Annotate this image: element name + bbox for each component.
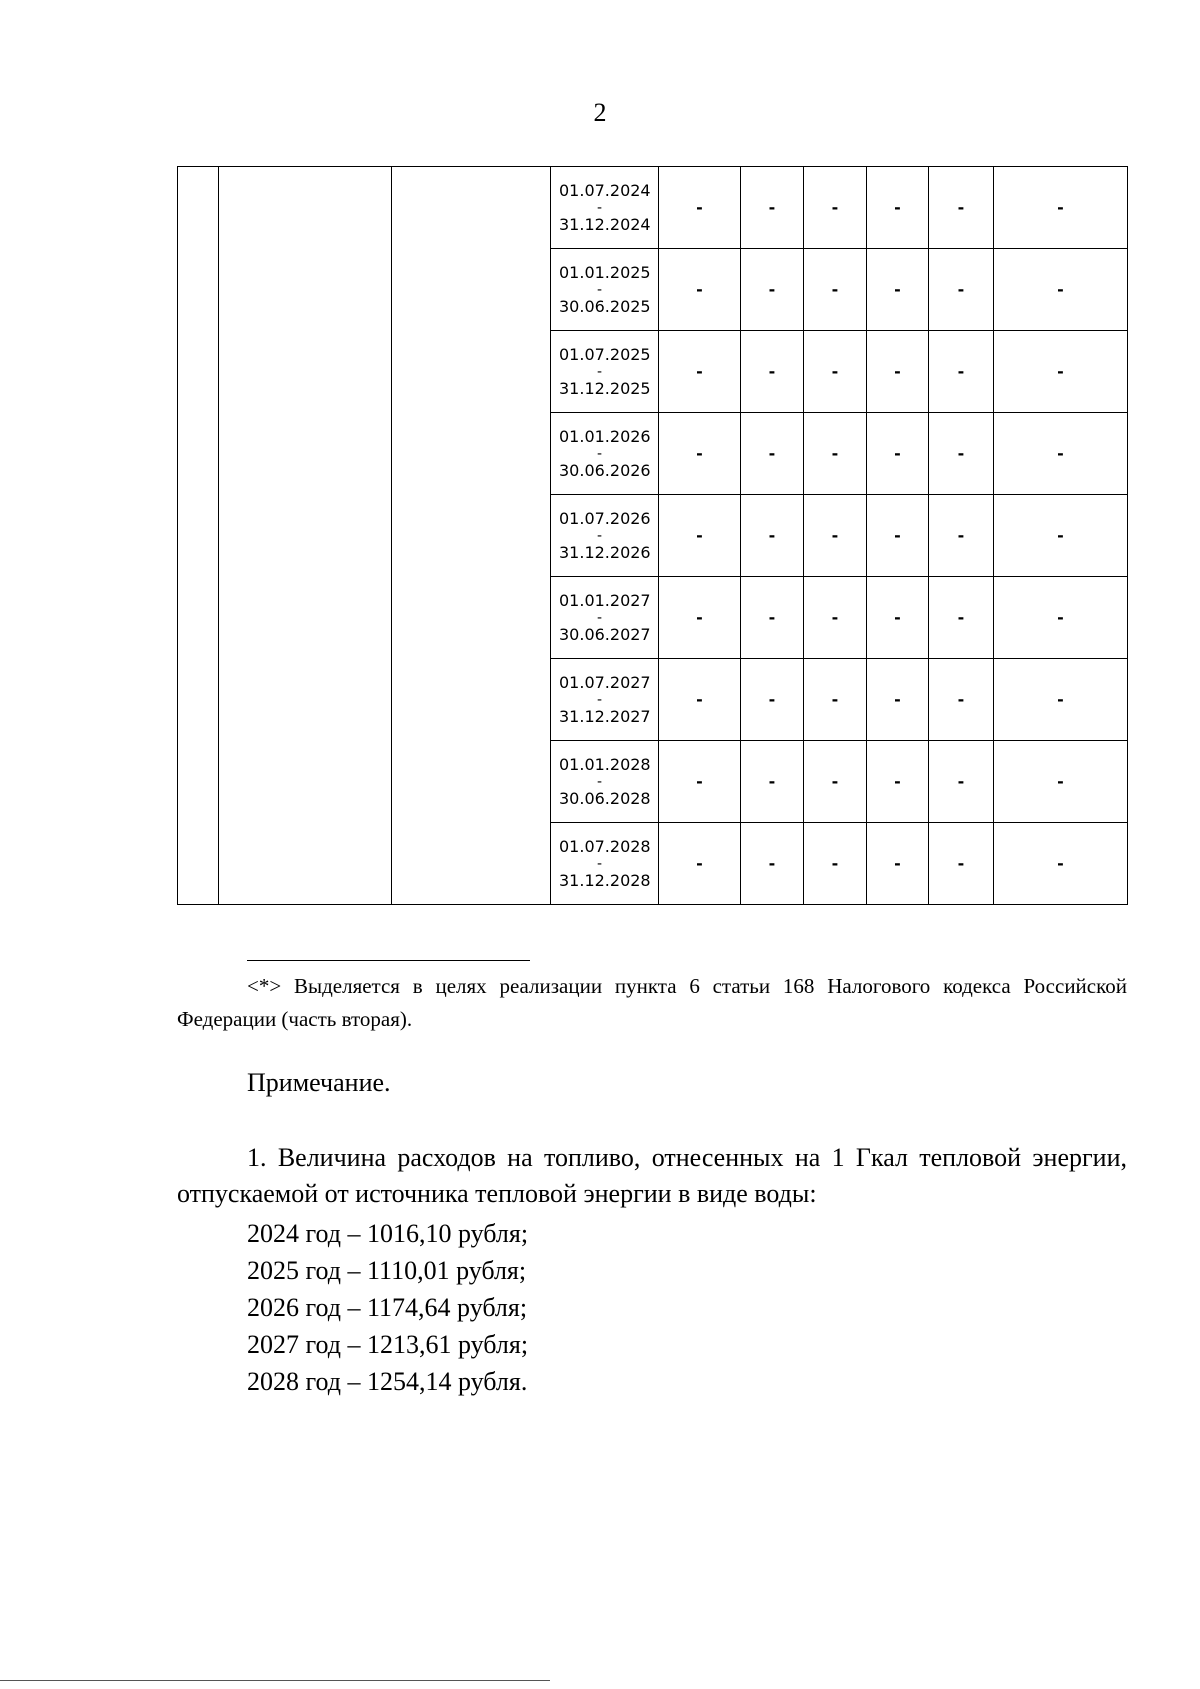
value-cell: - bbox=[929, 331, 994, 413]
value-cell: - bbox=[659, 249, 741, 331]
value-cell: - bbox=[741, 741, 804, 823]
value-cell: - bbox=[994, 413, 1128, 495]
value-cell: - bbox=[994, 577, 1128, 659]
value-cell: - bbox=[929, 167, 994, 249]
note-item-1: 1. Величина расходов на топливо, отнесенных на 1 Гкал тепловой энергии, отпускаемой от источника тепловой энергии в виде воды: bbox=[177, 1143, 1127, 1208]
value-cell: - bbox=[867, 577, 929, 659]
period-cell bbox=[551, 823, 659, 905]
value-cell: - bbox=[741, 249, 804, 331]
value-cell: - bbox=[804, 659, 867, 741]
value-cell: - bbox=[741, 659, 804, 741]
period-end: 31.12.2028 bbox=[559, 870, 651, 890]
value-cell: - bbox=[929, 741, 994, 823]
value-cell: - bbox=[659, 495, 741, 577]
table-row bbox=[178, 167, 1128, 249]
value-cell: - bbox=[994, 495, 1128, 577]
bottom-divider bbox=[0, 1680, 550, 1681]
period-end: 31.12.2026 bbox=[559, 542, 651, 562]
period-separator: - bbox=[597, 855, 603, 872]
year-line-2024: 2024 год – 1016,10 рубля; bbox=[247, 1219, 529, 1248]
blank-column-cell bbox=[219, 167, 392, 905]
value-cell: - bbox=[659, 167, 741, 249]
period-cell bbox=[551, 413, 659, 495]
period-separator: - bbox=[597, 281, 603, 298]
value-cell: - bbox=[867, 413, 929, 495]
period-start: 01.07.2028 bbox=[559, 836, 651, 856]
value-cell: - bbox=[867, 249, 929, 331]
note-title: Примечание. bbox=[247, 1068, 391, 1097]
value-cell: - bbox=[741, 167, 804, 249]
value-cell: - bbox=[994, 167, 1128, 249]
period-end: 31.12.2025 bbox=[559, 378, 651, 398]
period-start: 01.07.2024 bbox=[559, 180, 651, 200]
period-separator: - bbox=[597, 363, 603, 380]
footnote: <*> Выделяется в целях реализации пункта 6 статьи 168 Налогового кодекса Российской Федерации (часть вторая). bbox=[177, 974, 1127, 1031]
blank-column-cell bbox=[392, 167, 551, 905]
year-line-2028: 2028 год – 1254,14 рубля. bbox=[247, 1367, 528, 1396]
value-cell: - bbox=[741, 823, 804, 905]
period-cell bbox=[551, 659, 659, 741]
period-separator: - bbox=[597, 527, 603, 544]
blank-column-cell bbox=[178, 167, 219, 905]
value-cell: - bbox=[929, 495, 994, 577]
page-number: 2 bbox=[593, 98, 607, 127]
value-cell: - bbox=[804, 167, 867, 249]
value-cell: - bbox=[741, 577, 804, 659]
value-cell: - bbox=[659, 331, 741, 413]
value-cell: - bbox=[659, 823, 741, 905]
value-cell: - bbox=[741, 331, 804, 413]
value-cell: - bbox=[994, 249, 1128, 331]
value-cell: - bbox=[929, 577, 994, 659]
value-cell: - bbox=[867, 331, 929, 413]
value-cell: - bbox=[994, 659, 1128, 741]
period-end: 31.12.2027 bbox=[559, 706, 651, 726]
value-cell: - bbox=[867, 741, 929, 823]
year-line-2026: 2026 год – 1174,64 рубля; bbox=[247, 1293, 528, 1322]
value-cell: - bbox=[659, 659, 741, 741]
period-separator: - bbox=[597, 445, 603, 462]
value-cell: - bbox=[741, 495, 804, 577]
period-cell bbox=[551, 495, 659, 577]
period-cell bbox=[551, 577, 659, 659]
table-body bbox=[178, 167, 1128, 905]
period-end: 30.06.2028 bbox=[559, 788, 651, 808]
year-line-2025: 2025 год – 1110,01 рубля; bbox=[247, 1256, 527, 1285]
period-start: 01.07.2027 bbox=[559, 672, 651, 692]
value-cell: - bbox=[994, 331, 1128, 413]
period-cell bbox=[551, 331, 659, 413]
value-cell: - bbox=[804, 331, 867, 413]
period-separator: - bbox=[597, 691, 603, 708]
period-start: 01.01.2028 bbox=[559, 754, 651, 774]
value-cell: - bbox=[994, 823, 1128, 905]
value-cell: - bbox=[804, 413, 867, 495]
value-cell: - bbox=[741, 413, 804, 495]
tariff-table bbox=[177, 166, 1128, 905]
period-separator: - bbox=[597, 199, 603, 216]
value-cell: - bbox=[804, 577, 867, 659]
period-start: 01.01.2026 bbox=[559, 426, 651, 446]
value-cell: - bbox=[867, 167, 929, 249]
period-separator: - bbox=[597, 609, 603, 626]
value-cell: - bbox=[929, 659, 994, 741]
period-separator: - bbox=[597, 773, 603, 790]
value-cell: - bbox=[929, 413, 994, 495]
value-cell: - bbox=[659, 577, 741, 659]
period-start: 01.07.2025 bbox=[559, 344, 651, 364]
period-end: 30.06.2025 bbox=[559, 296, 651, 316]
period-end: 30.06.2026 bbox=[559, 460, 651, 480]
period-start: 01.01.2025 bbox=[559, 262, 651, 282]
value-cell: - bbox=[659, 741, 741, 823]
value-cell: - bbox=[929, 823, 994, 905]
value-cell: - bbox=[659, 413, 741, 495]
footnote-divider bbox=[247, 960, 530, 961]
year-list bbox=[247, 1215, 528, 1400]
value-cell: - bbox=[804, 741, 867, 823]
period-cell bbox=[551, 167, 659, 249]
value-cell: - bbox=[867, 823, 929, 905]
period-end: 31.12.2024 bbox=[559, 214, 651, 234]
value-cell: - bbox=[804, 495, 867, 577]
year-line-2027: 2027 год – 1213,61 рубля; bbox=[247, 1330, 529, 1359]
period-end: 30.06.2027 bbox=[559, 624, 651, 644]
period-start: 01.07.2026 bbox=[559, 508, 651, 528]
period-start: 01.01.2027 bbox=[559, 590, 651, 610]
value-cell: - bbox=[867, 659, 929, 741]
period-cell bbox=[551, 249, 659, 331]
period-cell bbox=[551, 741, 659, 823]
value-cell: - bbox=[804, 249, 867, 331]
value-cell: - bbox=[867, 495, 929, 577]
value-cell: - bbox=[929, 249, 994, 331]
value-cell: - bbox=[804, 823, 867, 905]
value-cell: - bbox=[994, 741, 1128, 823]
